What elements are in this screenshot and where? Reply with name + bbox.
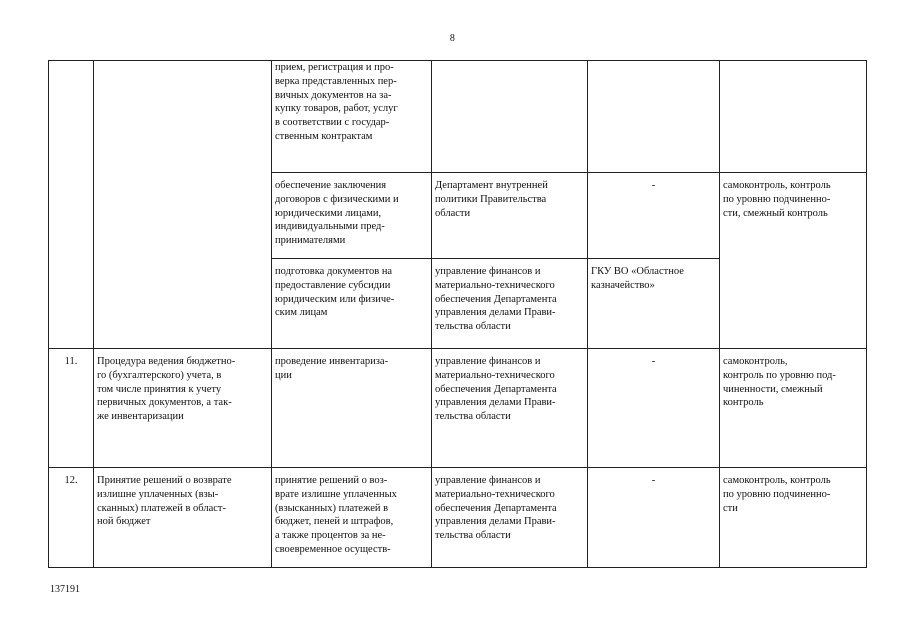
executor-cell: - xyxy=(588,468,720,568)
responsible-cell: управление финансов и материально-технического обеспечения Департамента управления делами Прави- тельства области xyxy=(432,349,588,468)
executor-cell: - xyxy=(588,349,720,468)
control-cell: самоконтроль, контроль по уровню подчиненно- сти xyxy=(720,468,867,568)
responsible-cell: управление финансов и материально-технического обеспечения Департамента управления делами Прави- тельства области xyxy=(432,468,588,568)
table-row xyxy=(49,468,867,568)
row-number-cell: 11. xyxy=(49,349,94,468)
executor-cell xyxy=(588,61,720,173)
control-cell: самоконтроль, контроль по уровню подчиненно- сти, смежный контроль xyxy=(720,173,867,349)
procedure-cell: Принятие решений о возврате излишне уплаченных (взы- сканных) платежей в област- ной бюджет xyxy=(94,468,272,568)
row-number-cell xyxy=(49,61,94,349)
document-code: 137191 xyxy=(50,584,80,595)
responsible-cell xyxy=(432,61,588,173)
procedures-table xyxy=(48,60,867,568)
action-cell: подготовка документов на предоставление субсидии юридическим или физиче- ским лицам xyxy=(272,259,432,349)
action-cell: обеспечение заключения договоров с физическими и юридическими лицами, индивидуальными пред- принимателями xyxy=(272,173,432,259)
control-cell xyxy=(720,61,867,173)
responsible-cell: Департамент внутренней политики Правительства области xyxy=(432,173,588,259)
page-number: 8 xyxy=(449,33,456,44)
table-row xyxy=(49,349,867,468)
action-cell: проведение инвентаризa- ции xyxy=(272,349,432,468)
action-cell: принятие решений о воз- врате излишне уплаченных (взысканных) платежей в бюджет, пеней и штрафов, а также процентов за не- своевременное осуществ- xyxy=(272,468,432,568)
executor-cell: ГКУ ВО «Областное казначейство» xyxy=(588,259,720,349)
responsible-cell: управление финансов и материально-технического обеспечения Департамента управления делами Прави- тельства области xyxy=(432,259,588,349)
executor-cell: - xyxy=(588,173,720,259)
procedure-cell xyxy=(94,61,272,349)
row-number-cell: 12. xyxy=(49,468,94,568)
control-cell: самоконтроль, контроль по уровню под- чиненности, смежный контроль xyxy=(720,349,867,468)
table-row xyxy=(49,61,867,173)
procedure-cell: Процедура ведения бюджетно- го (бухгалтерского) учета, в том числе принятия к учету первичных документов, а так- же инвентаризации xyxy=(94,349,272,468)
action-cell: прием, регистрация и про- верка представленных пер- вичных документов на за- купку товаров, работ, услуг в соответствии с государ- ственным контрактам xyxy=(272,61,432,173)
